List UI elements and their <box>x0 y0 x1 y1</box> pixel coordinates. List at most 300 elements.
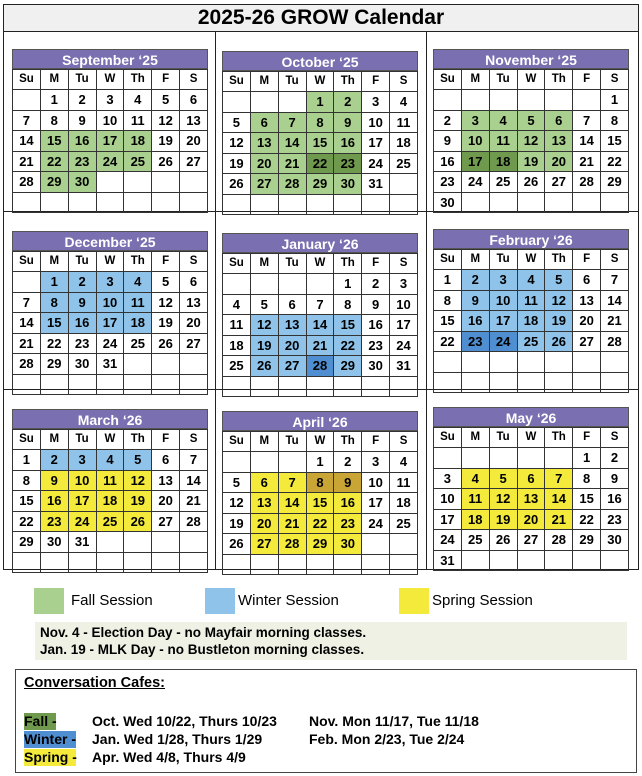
day-cell: 3 <box>68 450 96 471</box>
empty-cell <box>13 552 41 573</box>
empty-cell <box>601 372 629 393</box>
day-cell: 27 <box>250 174 278 195</box>
cafe-row-winter <box>24 731 465 748</box>
day-cell: 10 <box>362 112 390 133</box>
day-cell: 16 <box>601 489 629 510</box>
weekday-header: Th <box>545 428 573 448</box>
empty-cell <box>461 550 489 571</box>
day-cell: 2 <box>461 270 489 291</box>
weekday-header: F <box>362 72 390 92</box>
day-cell: 14 <box>180 470 208 491</box>
day-cell: 29 <box>40 172 68 193</box>
empty-cell <box>250 554 278 575</box>
empty-cell <box>390 534 418 555</box>
day-cell: 7 <box>180 450 208 471</box>
empty-cell <box>573 90 601 111</box>
weekday-header: W <box>96 252 124 272</box>
page-title: 2025-26 GROW Calendar <box>3 4 639 32</box>
day-cell: 19 <box>489 509 517 530</box>
day-cell: 7 <box>278 112 306 133</box>
day-cell: 27 <box>180 151 208 172</box>
day-cell: 30 <box>601 530 629 551</box>
day-cell: 16 <box>434 151 462 172</box>
day-cell: 5 <box>545 270 573 291</box>
weekday-header: S <box>390 72 418 92</box>
day-cell: 5 <box>152 90 180 111</box>
day-cell: 1 <box>601 90 629 111</box>
empty-cell <box>489 372 517 393</box>
day-cell: 20 <box>180 313 208 334</box>
day-cell: 27 <box>573 331 601 352</box>
day-cell: 31 <box>68 532 96 553</box>
cafe-tag-spring: Spring - <box>24 749 77 765</box>
empty-cell <box>517 192 545 213</box>
day-cell: 23 <box>461 331 489 352</box>
day-cell: 11 <box>390 112 418 133</box>
day-cell: 6 <box>517 468 545 489</box>
day-cell: 10 <box>96 110 124 131</box>
cafe-tag-winter: Winter - <box>24 731 76 747</box>
day-cell: 4 <box>461 468 489 489</box>
day-cell: 21 <box>601 311 629 332</box>
day-cell: 1 <box>434 270 462 291</box>
cafe-fall-first: Oct. Wed 10/22, Thurs 10/23 <box>92 713 277 729</box>
day-cell: 14 <box>545 489 573 510</box>
day-cell: 22 <box>306 153 334 174</box>
day-cell: 29 <box>306 534 334 555</box>
weekday-header: Tu <box>68 252 96 272</box>
grid-divider <box>215 32 216 570</box>
day-cell: 12 <box>489 489 517 510</box>
day-cell: 5 <box>517 110 545 131</box>
empty-cell <box>545 352 573 373</box>
empty-cell <box>545 90 573 111</box>
empty-cell <box>40 552 68 573</box>
empty-cell <box>434 448 462 469</box>
day-cell: 14 <box>573 131 601 152</box>
cafe-winter-first: Jan. Wed 1/28, Thurs 1/29 <box>92 731 263 747</box>
day-cell: 13 <box>278 315 306 336</box>
month-title: April ‘26 <box>222 411 418 431</box>
day-cell: 29 <box>601 172 629 193</box>
day-cell: 10 <box>362 472 390 493</box>
day-cell: 5 <box>250 294 278 315</box>
empty-cell <box>223 376 251 397</box>
day-cell: 12 <box>223 133 251 154</box>
day-cell: 11 <box>461 489 489 510</box>
empty-cell <box>68 374 96 395</box>
day-cell: 20 <box>545 151 573 172</box>
day-cell: 11 <box>489 131 517 152</box>
day-cell: 27 <box>545 172 573 193</box>
month-title: December ‘25 <box>12 231 208 251</box>
day-cell: 19 <box>124 491 152 512</box>
empty-cell <box>306 376 334 397</box>
day-cell: 19 <box>223 153 251 174</box>
month-calendar <box>433 229 629 393</box>
weekday-header: F <box>573 250 601 270</box>
day-cell: 12 <box>545 290 573 311</box>
day-cell: 14 <box>601 290 629 311</box>
empty-cell <box>434 352 462 373</box>
empty-cell <box>461 372 489 393</box>
empty-cell <box>390 376 418 397</box>
day-cell: 19 <box>517 151 545 172</box>
weekday-header: Th <box>545 250 573 270</box>
day-cell: 24 <box>68 511 96 532</box>
day-cell: 8 <box>40 292 68 313</box>
weekday-header: Su <box>434 70 462 90</box>
day-cell: 6 <box>278 294 306 315</box>
cafe-row-spring <box>24 749 246 766</box>
day-cell: 16 <box>68 313 96 334</box>
day-cell: 28 <box>13 354 41 375</box>
month-title: October ‘25 <box>222 51 418 71</box>
legend-fall-label: Fall Session <box>71 592 153 609</box>
day-cell: 2 <box>434 110 462 131</box>
day-cell: 13 <box>180 292 208 313</box>
day-cell: 2 <box>68 90 96 111</box>
empty-cell <box>434 372 462 393</box>
day-cell: 14 <box>278 493 306 514</box>
month-title: September ‘25 <box>12 49 208 69</box>
day-cell: 7 <box>573 110 601 131</box>
weekday-header: Th <box>545 70 573 90</box>
day-cell: 16 <box>362 315 390 336</box>
day-cell: 15 <box>40 313 68 334</box>
day-cell: 8 <box>573 468 601 489</box>
empty-cell <box>13 374 41 395</box>
day-cell: 13 <box>180 110 208 131</box>
day-cell: 19 <box>152 131 180 152</box>
empty-cell <box>334 554 362 575</box>
day-cell: 14 <box>306 315 334 336</box>
month-title: November ‘25 <box>433 49 629 69</box>
day-cell: 18 <box>461 509 489 530</box>
day-cell: 5 <box>223 112 251 133</box>
day-cell: 18 <box>223 335 251 356</box>
day-cell: 31 <box>362 174 390 195</box>
empty-cell <box>223 274 251 295</box>
cafes-title: Conversation Cafes: <box>24 675 166 691</box>
day-cell: 10 <box>96 292 124 313</box>
day-cell: 4 <box>517 270 545 291</box>
day-cell: 26 <box>223 174 251 195</box>
weekday-header: F <box>362 254 390 274</box>
weekday-header: S <box>601 428 629 448</box>
empty-cell <box>362 194 390 215</box>
day-cell: 5 <box>489 468 517 489</box>
empty-cell <box>306 274 334 295</box>
month-calendar <box>433 407 629 571</box>
day-cell: 26 <box>250 356 278 377</box>
weekday-header: M <box>40 70 68 90</box>
empty-cell <box>545 550 573 571</box>
day-cell: 24 <box>461 172 489 193</box>
day-cell: 4 <box>390 92 418 113</box>
weekday-header: W <box>517 70 545 90</box>
day-cell: 31 <box>434 550 462 571</box>
empty-cell <box>68 192 96 213</box>
month-calendar <box>12 409 208 573</box>
empty-cell <box>545 448 573 469</box>
day-cell: 15 <box>40 131 68 152</box>
day-cell: 28 <box>180 511 208 532</box>
day-cell: 21 <box>306 335 334 356</box>
day-cell: 22 <box>573 509 601 530</box>
empty-cell <box>96 552 124 573</box>
day-cell: 28 <box>13 172 41 193</box>
day-cell: 24 <box>489 331 517 352</box>
month-title: February ‘26 <box>433 229 629 249</box>
day-cell: 6 <box>573 270 601 291</box>
empty-cell <box>573 550 601 571</box>
day-cell: 6 <box>180 90 208 111</box>
empty-cell <box>180 532 208 553</box>
day-cell: 13 <box>250 493 278 514</box>
legend-spring-label: Spring Session <box>432 592 533 609</box>
day-cell: 25 <box>96 511 124 532</box>
day-cell: 22 <box>334 335 362 356</box>
day-cell: 3 <box>362 452 390 473</box>
empty-cell <box>573 372 601 393</box>
day-cell: 6 <box>152 450 180 471</box>
day-cell: 10 <box>434 489 462 510</box>
month-calendar <box>12 231 208 395</box>
day-cell: 27 <box>250 534 278 555</box>
empty-cell <box>390 174 418 195</box>
legend-winter-label: Winter Session <box>238 592 339 609</box>
day-cell: 29 <box>573 530 601 551</box>
day-cell: 1 <box>40 90 68 111</box>
month-calendar <box>222 411 418 575</box>
empty-cell <box>124 192 152 213</box>
day-cell: 21 <box>13 151 41 172</box>
day-cell: 25 <box>390 153 418 174</box>
day-cell: 3 <box>390 274 418 295</box>
day-cell: 12 <box>152 292 180 313</box>
weekday-header: M <box>250 432 278 452</box>
day-cell: 6 <box>250 112 278 133</box>
day-cell: 9 <box>334 472 362 493</box>
empty-cell <box>250 92 278 113</box>
day-cell: 30 <box>40 532 68 553</box>
day-cell: 26 <box>545 331 573 352</box>
empty-cell <box>152 192 180 213</box>
day-cell: 11 <box>517 290 545 311</box>
day-cell: 22 <box>40 151 68 172</box>
day-cell: 2 <box>601 448 629 469</box>
day-cell: 28 <box>278 174 306 195</box>
day-cell: 26 <box>223 534 251 555</box>
weekday-header: W <box>306 72 334 92</box>
day-cell: 15 <box>13 491 41 512</box>
empty-cell <box>362 554 390 575</box>
empty-cell <box>152 354 180 375</box>
weekday-header: Th <box>334 432 362 452</box>
day-cell: 25 <box>124 333 152 354</box>
empty-cell <box>545 372 573 393</box>
day-cell: 3 <box>96 272 124 293</box>
day-cell: 11 <box>96 470 124 491</box>
day-cell: 27 <box>517 530 545 551</box>
day-cell: 7 <box>545 468 573 489</box>
empty-cell <box>152 532 180 553</box>
day-cell: 25 <box>489 172 517 193</box>
day-cell: 3 <box>362 92 390 113</box>
empty-cell <box>489 448 517 469</box>
day-cell: 5 <box>223 472 251 493</box>
empty-cell <box>180 354 208 375</box>
day-cell: 24 <box>390 335 418 356</box>
weekday-header: W <box>306 432 334 452</box>
fall-swatch <box>34 588 64 614</box>
day-cell: 30 <box>334 174 362 195</box>
empty-cell <box>223 194 251 215</box>
weekday-header: Tu <box>278 72 306 92</box>
day-cell: 17 <box>434 509 462 530</box>
day-cell: 11 <box>124 110 152 131</box>
day-cell: 22 <box>601 151 629 172</box>
day-cell: 18 <box>390 493 418 514</box>
day-cell: 22 <box>306 513 334 534</box>
day-cell: 25 <box>124 151 152 172</box>
weekday-header: S <box>180 252 208 272</box>
empty-cell <box>13 90 41 111</box>
note-election: Nov. 4 - Election Day - no Mayfair morning classes. <box>40 625 367 640</box>
empty-cell <box>334 194 362 215</box>
weekday-header: M <box>461 250 489 270</box>
day-cell: 12 <box>250 315 278 336</box>
empty-cell <box>180 172 208 193</box>
weekday-header: F <box>362 432 390 452</box>
empty-cell <box>13 272 41 293</box>
conversation-cafes <box>15 669 637 773</box>
cafe-row-fall <box>24 713 479 730</box>
day-cell: 21 <box>13 333 41 354</box>
day-cell: 22 <box>13 511 41 532</box>
empty-cell <box>278 376 306 397</box>
empty-cell <box>601 192 629 213</box>
day-cell: 16 <box>461 311 489 332</box>
cafe-tag-fall: Fall - <box>24 713 57 729</box>
weekday-header: Su <box>13 252 41 272</box>
day-cell: 20 <box>250 153 278 174</box>
day-cell: 4 <box>489 110 517 131</box>
empty-cell <box>278 194 306 215</box>
day-cell: 17 <box>489 311 517 332</box>
empty-cell <box>461 90 489 111</box>
day-cell: 9 <box>68 292 96 313</box>
day-cell: 10 <box>390 294 418 315</box>
day-cell: 11 <box>124 292 152 313</box>
empty-cell <box>461 352 489 373</box>
weekday-header: S <box>180 70 208 90</box>
weekday-header: F <box>152 252 180 272</box>
empty-cell <box>124 374 152 395</box>
day-cell: 15 <box>306 133 334 154</box>
month-title: January ‘26 <box>222 233 418 253</box>
empty-cell <box>223 452 251 473</box>
empty-cell <box>517 90 545 111</box>
day-cell: 20 <box>250 513 278 534</box>
day-cell: 23 <box>362 335 390 356</box>
day-cell: 17 <box>461 151 489 172</box>
weekday-header: Su <box>13 70 41 90</box>
day-cell: 24 <box>434 530 462 551</box>
empty-cell <box>278 92 306 113</box>
day-cell: 17 <box>96 313 124 334</box>
day-cell: 7 <box>306 294 334 315</box>
day-cell: 20 <box>278 335 306 356</box>
day-cell: 19 <box>223 513 251 534</box>
month-calendar <box>12 49 208 213</box>
day-cell: 30 <box>362 356 390 377</box>
weekday-header: Su <box>434 250 462 270</box>
weekday-header: F <box>573 428 601 448</box>
day-cell: 16 <box>334 493 362 514</box>
day-cell: 4 <box>96 450 124 471</box>
day-cell: 7 <box>278 472 306 493</box>
day-cell: 13 <box>573 290 601 311</box>
empty-cell <box>517 352 545 373</box>
day-cell: 23 <box>434 172 462 193</box>
day-cell: 2 <box>334 92 362 113</box>
month-title: May ‘26 <box>433 407 629 427</box>
day-cell: 6 <box>250 472 278 493</box>
grid-divider <box>426 32 427 570</box>
month-calendar <box>222 233 418 397</box>
day-cell: 11 <box>390 472 418 493</box>
day-cell: 20 <box>180 131 208 152</box>
empty-cell <box>96 172 124 193</box>
month-calendar <box>222 51 418 215</box>
day-cell: 25 <box>517 331 545 352</box>
weekday-header: Th <box>124 252 152 272</box>
empty-cell <box>124 532 152 553</box>
day-cell: 8 <box>601 110 629 131</box>
day-cell: 26 <box>152 333 180 354</box>
weekday-header: S <box>390 432 418 452</box>
day-cell: 4 <box>124 90 152 111</box>
weekday-header: Su <box>223 72 251 92</box>
empty-cell <box>489 192 517 213</box>
day-cell: 18 <box>390 133 418 154</box>
day-cell: 12 <box>517 131 545 152</box>
weekday-header: M <box>40 252 68 272</box>
empty-cell <box>601 550 629 571</box>
day-cell: 11 <box>223 315 251 336</box>
day-cell: 29 <box>13 532 41 553</box>
day-cell: 26 <box>517 172 545 193</box>
day-cell: 18 <box>489 151 517 172</box>
day-cell: 17 <box>362 133 390 154</box>
day-cell: 17 <box>96 131 124 152</box>
weekday-header: Su <box>13 430 41 450</box>
weekday-header: Su <box>223 432 251 452</box>
empty-cell <box>223 554 251 575</box>
day-cell: 21 <box>180 491 208 512</box>
day-cell: 29 <box>40 354 68 375</box>
day-cell: 27 <box>278 356 306 377</box>
day-cell: 19 <box>545 311 573 332</box>
day-cell: 8 <box>306 112 334 133</box>
day-cell: 2 <box>40 450 68 471</box>
weekday-header: W <box>96 430 124 450</box>
day-cell: 26 <box>124 511 152 532</box>
day-cell: 2 <box>68 272 96 293</box>
month-title: March ‘26 <box>12 409 208 429</box>
